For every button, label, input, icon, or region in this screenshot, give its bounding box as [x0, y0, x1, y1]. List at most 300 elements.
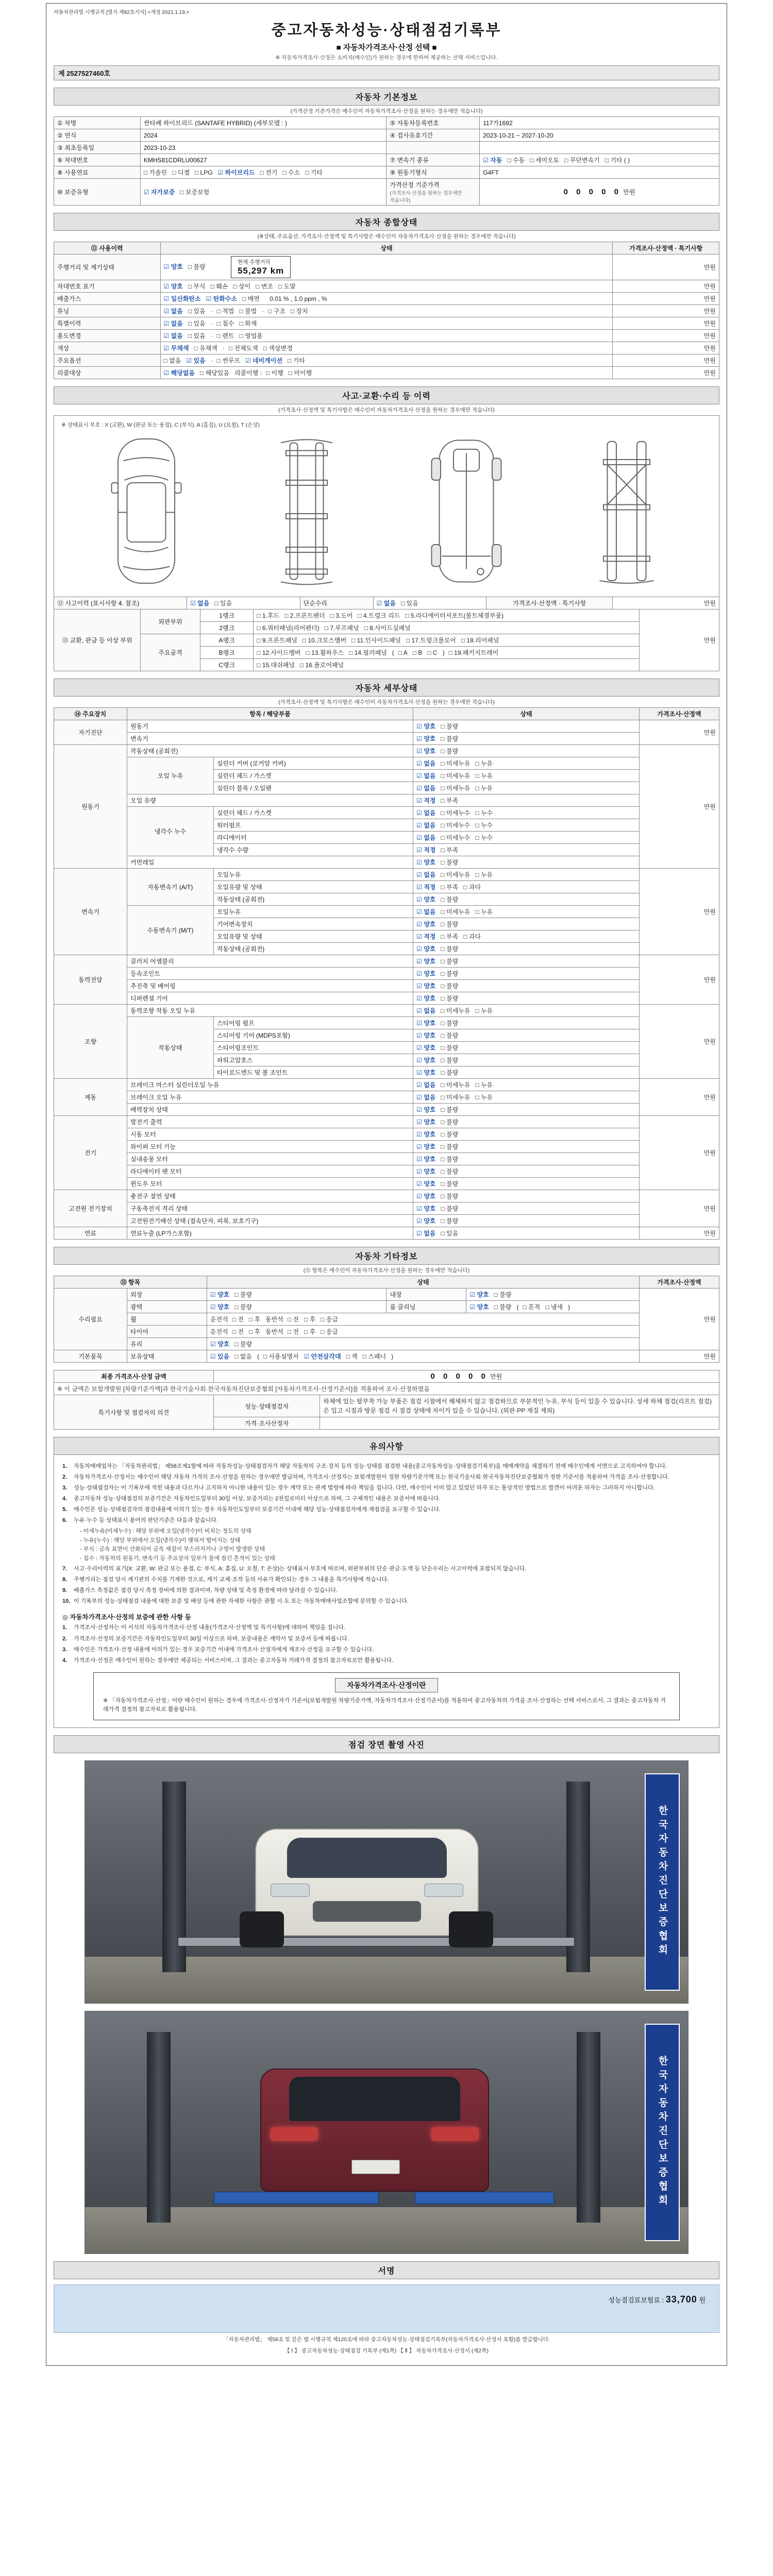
- price-cell: 만원: [613, 354, 719, 367]
- rank1-options: [254, 609, 640, 622]
- checkbox-unchecked[interactable]: □ 미세누유: [441, 871, 470, 878]
- checkbox-checked[interactable]: ☑ 없음: [416, 908, 436, 916]
- checkbox-unchecked[interactable]: □ 불량: [441, 896, 459, 903]
- checkbox-unchecked[interactable]: □ 후: [248, 1328, 261, 1335]
- checkbox-unchecked[interactable]: □ 무단변속기: [564, 157, 600, 164]
- checkbox-unchecked[interactable]: □ 불법: [239, 308, 257, 315]
- rankA-options: [254, 634, 640, 647]
- current-mileage-label: 현재 주행거리: [237, 259, 271, 265]
- checkbox-checked[interactable]: ☑ 양호: [416, 1069, 436, 1076]
- checkbox-checked[interactable]: ☑ 양호: [416, 945, 436, 953]
- checkbox-checked[interactable]: ☑ 없음: [416, 871, 436, 878]
- checkbox-checked[interactable]: ☑ 없음: [163, 308, 183, 315]
- checkbox-unchecked[interactable]: □ 10.크로스멤버: [302, 637, 347, 644]
- checkbox-unchecked[interactable]: □ 16.플로어패널: [299, 662, 344, 669]
- checkbox-unchecked[interactable]: □ 누유: [475, 871, 493, 878]
- checkbox-checked[interactable]: ☑ 양호: [416, 1044, 436, 1052]
- checkbox-unchecked[interactable]: □ 흔적: [523, 1303, 541, 1311]
- checkbox-unchecked[interactable]: □ 불량: [494, 1291, 512, 1298]
- checkbox-checked[interactable]: ☑ 해당없음: [163, 369, 195, 377]
- checkbox-checked[interactable]: ☑ 양호: [416, 1106, 436, 1113]
- checkbox-unchecked[interactable]: □ 과다: [463, 933, 481, 940]
- checkbox-checked[interactable]: ☑ 양호: [210, 1341, 230, 1348]
- option-group-label: 동반석: [265, 1328, 283, 1335]
- checkbox-checked[interactable]: ☑ 네비게이션: [245, 357, 283, 364]
- checkbox-unchecked[interactable]: □ 17.트렁크플로어: [406, 637, 456, 644]
- checkbox-checked[interactable]: ☑ 양호: [416, 896, 436, 903]
- checkbox-unchecked[interactable]: □ 누유: [475, 760, 493, 767]
- checkbox-unchecked[interactable]: □ A: [398, 649, 408, 656]
- checkbox-unchecked[interactable]: □ 불량: [441, 1069, 459, 1076]
- checkbox-checked[interactable]: ☑ 자가보증: [143, 189, 175, 196]
- detail-row: [54, 1215, 719, 1227]
- checkbox-unchecked[interactable]: □ 불량: [234, 1303, 252, 1311]
- checkbox-checked[interactable]: ☑ 없음: [376, 600, 396, 607]
- notice-number: 1.: [62, 1624, 68, 1631]
- checkbox-unchecked[interactable]: □ 불량: [441, 995, 459, 1002]
- checkbox-unchecked[interactable]: □ 4.트렁크 리드: [358, 612, 400, 619]
- checkbox-checked[interactable]: ☑ 양호: [210, 1303, 230, 1311]
- checkbox-unchecked[interactable]: □ 불량: [188, 263, 206, 270]
- checkbox-unchecked[interactable]: □ 14.필러패널: [349, 649, 387, 656]
- checkbox-unchecked[interactable]: □ 8.사이드실패널: [364, 624, 411, 632]
- subgroup-cell: 자동변속기 (A/T): [127, 869, 214, 906]
- wheel-label: 휠: [127, 1313, 207, 1326]
- base-price-value: [480, 179, 719, 206]
- checkbox-unchecked[interactable]: □ 잭: [346, 1353, 358, 1360]
- checkbox-unchecked[interactable]: □ 누유: [475, 1007, 493, 1014]
- checkbox-unchecked[interactable]: □ 불량: [441, 1205, 459, 1212]
- base-price-unit: 만원: [623, 189, 635, 196]
- checkbox-unchecked[interactable]: □ 적법: [216, 308, 234, 315]
- checkbox-unchecked[interactable]: □ 미세누유: [441, 785, 470, 792]
- checkbox-unchecked[interactable]: □ 불량: [441, 859, 459, 866]
- checkbox-unchecked[interactable]: □ 불량: [441, 1156, 459, 1163]
- checkbox-checked[interactable]: ☑ 양호: [416, 1193, 436, 1200]
- checkbox-unchecked[interactable]: □ 부족: [441, 933, 459, 940]
- checkbox-unchecked[interactable]: □ 있음: [188, 332, 206, 340]
- checkbox-unchecked[interactable]: □ 기타: [288, 357, 305, 364]
- checkbox-unchecked[interactable]: □ 미세누유: [441, 1081, 470, 1089]
- item-cell: 실린더 헤드 / 가스켓: [213, 807, 413, 819]
- checkbox-unchecked[interactable]: □ 디젤: [172, 169, 190, 176]
- state-cell: [413, 943, 640, 955]
- checkbox-checked[interactable]: ☑ 양호: [416, 1118, 436, 1126]
- base-price-note: (가격조사·산정을 원하는 경우에만 적습니다): [390, 191, 462, 204]
- checkbox-unchecked[interactable]: □ 훼손: [210, 283, 228, 290]
- table-row: [54, 1395, 719, 1417]
- checkbox-checked[interactable]: ☑ 없음: [163, 332, 183, 340]
- special-history-label: 특별이력: [54, 317, 161, 330]
- warranty-type-label: ⑩ 보증유형: [54, 179, 141, 206]
- checkbox-unchecked[interactable]: □ 수동: [507, 157, 525, 164]
- checkbox-checked[interactable]: ☑ 자동: [483, 157, 502, 164]
- checkbox-unchecked[interactable]: □ 6.쿼터패널(리어펜더): [257, 624, 320, 632]
- notice-number: 5.: [62, 1506, 68, 1513]
- checkbox-checked[interactable]: ☑ 없음: [416, 1081, 436, 1089]
- checkbox-unchecked[interactable]: □ LPG: [194, 169, 213, 176]
- color-options: [160, 342, 613, 354]
- car-frame-rear-diagram: [578, 434, 676, 588]
- checkbox-checked[interactable]: ☑ 있음: [186, 357, 206, 364]
- etc-info-table: [54, 1276, 719, 1363]
- checkbox-checked[interactable]: ☑ 양호: [469, 1291, 489, 1298]
- option-group-label: ·: [210, 308, 213, 315]
- checkbox-unchecked[interactable]: □ 19.패키지트레이: [448, 649, 499, 656]
- checkbox-unchecked[interactable]: □ 불량: [441, 1057, 459, 1064]
- checkbox-checked[interactable]: ☑ 양호: [210, 1291, 230, 1298]
- model-year-value: 2024: [140, 129, 386, 142]
- checkbox-unchecked[interactable]: □ 불량: [441, 1143, 459, 1150]
- checkbox-unchecked[interactable]: □ 사용설명서: [263, 1353, 299, 1360]
- inspector-opinion: 하체에 있는 탈부착 가능 부품은 점검 시점에서 해체하지 않고 점검하므로 부분적인 누유, 부식 등이 있을 수 있습니다. 상세 하체 점검(리프트 점검)은 입고 시점과 방문 점검 시 점검 상태에 차이가 있을 수 있습니다. (외판·PP 재질 제외): [320, 1395, 719, 1417]
- checkbox-unchecked[interactable]: □ 영업용: [239, 332, 263, 340]
- checkbox-unchecked[interactable]: □ 불량: [441, 982, 459, 990]
- notice-item: [62, 1505, 711, 1514]
- checkbox-checked[interactable]: ☑ 없음: [416, 1094, 436, 1101]
- state-cell: [413, 906, 640, 918]
- checkbox-checked[interactable]: ☑ 없음: [190, 600, 210, 607]
- option-group-label: (: [516, 1303, 519, 1311]
- polish-options: [207, 1301, 386, 1313]
- table-row: [54, 1383, 719, 1395]
- rank2-label: 2랭크: [200, 622, 254, 634]
- checkbox-unchecked[interactable]: □ 없음: [234, 1353, 252, 1360]
- checkbox-unchecked[interactable]: □ 응급: [321, 1316, 338, 1323]
- checkbox-unchecked[interactable]: □ 불량: [234, 1341, 252, 1348]
- notice-number: 8.: [62, 1577, 68, 1583]
- checkbox-unchecked[interactable]: □ 불량: [441, 945, 459, 953]
- checkbox-unchecked[interactable]: □ 변조: [256, 283, 273, 290]
- checkbox-unchecked[interactable]: □ 불량: [441, 1180, 459, 1188]
- notice-number: 7.: [62, 1566, 68, 1572]
- checkbox-checked[interactable]: ☑ 양호: [416, 859, 436, 866]
- checkbox-unchecked[interactable]: □ 부족: [441, 846, 459, 854]
- checkbox-unchecked[interactable]: □ 전체도색: [228, 345, 258, 352]
- option-group-label: ·: [222, 345, 225, 352]
- price-basis-note: ※ 이 금액은 보험개발원 [차량기준가액]과 한국기술사회·한국자동차진단보증협회 [자동차가격조사·산정기준서]를 적용하여 조사·산정하였음: [54, 1383, 719, 1395]
- checkbox-checked[interactable]: ☑ 양호: [469, 1303, 489, 1311]
- checkbox-checked[interactable]: ☑ 양호: [416, 1057, 436, 1064]
- item-cell: 클러치 어셈블리: [127, 955, 413, 968]
- checkbox-unchecked[interactable]: □ 전: [287, 1328, 299, 1335]
- section-overall-title: 자동차 종합상태: [54, 213, 719, 231]
- rankC-label: C랭크: [200, 659, 254, 671]
- checkbox-unchecked[interactable]: □ 불량: [441, 1193, 459, 1200]
- option-group-label: (: [392, 649, 394, 656]
- checkbox-checked[interactable]: ☑ 없음: [416, 822, 436, 829]
- checkbox-unchecked[interactable]: □ 후: [304, 1316, 316, 1323]
- checkbox-unchecked[interactable]: □ 누유: [475, 772, 493, 779]
- checkbox-checked[interactable]: ☑ 양호: [416, 982, 436, 990]
- item-cell: 스티어링조인트: [213, 1042, 413, 1054]
- checkbox-unchecked[interactable]: □ 불량: [441, 1118, 459, 1126]
- checkbox-unchecked[interactable]: □ 수소: [282, 169, 300, 176]
- checkbox-unchecked[interactable]: □ 누수: [475, 822, 493, 829]
- detail-row: [54, 1190, 719, 1202]
- checkbox-checked[interactable]: ☑ 없음: [163, 320, 183, 327]
- state-cell: [413, 980, 640, 992]
- checkbox-unchecked[interactable]: □ 13.휠하우스: [306, 649, 344, 656]
- interior-label: 내장: [386, 1289, 466, 1301]
- checkbox-unchecked[interactable]: □ 미세누수: [441, 822, 470, 829]
- checkbox-checked[interactable]: ☑ 양호: [163, 283, 183, 290]
- checkbox-unchecked[interactable]: □ 누유: [475, 1094, 493, 1101]
- checkbox-checked[interactable]: ☑ 양호: [416, 1020, 436, 1027]
- vin-label: ⑥ 차대번호: [54, 154, 141, 166]
- checkbox-unchecked[interactable]: □ 있음: [214, 600, 232, 607]
- checkbox-checked[interactable]: ☑ 적정: [416, 797, 436, 804]
- checkbox-unchecked[interactable]: □ 응급: [321, 1328, 338, 1335]
- checkbox-unchecked[interactable]: □ 보증보험: [180, 189, 210, 196]
- checkbox-unchecked[interactable]: □ 침수: [216, 320, 234, 327]
- checkbox-unchecked[interactable]: □ 15.대쉬패널: [257, 662, 295, 669]
- checkbox-unchecked[interactable]: □ 누수: [475, 834, 493, 841]
- checkbox-checked[interactable]: ☑ 양호: [416, 995, 436, 1002]
- checkbox-unchecked[interactable]: □ 유채색: [194, 345, 217, 352]
- checkbox-unchecked[interactable]: □ 불량: [234, 1291, 252, 1298]
- notice-number: 3.: [62, 1485, 68, 1492]
- checkbox-checked[interactable]: ☑ 없음: [416, 785, 436, 792]
- checkbox-unchecked[interactable]: □ 불량: [441, 970, 459, 977]
- checkbox-unchecked[interactable]: □ 불량: [441, 735, 459, 742]
- checkbox-unchecked[interactable]: □ 9.프론트패널: [257, 637, 297, 644]
- reg-no-value: 117가1692: [480, 117, 719, 129]
- checkbox-unchecked[interactable]: □ 미세누수: [441, 809, 470, 817]
- checkbox-checked[interactable]: ☑ 있음: [210, 1353, 230, 1360]
- checkbox-unchecked[interactable]: □ 불량: [441, 958, 459, 965]
- checkbox-unchecked[interactable]: □ 과다: [463, 884, 481, 891]
- price-cell: 만원: [613, 342, 719, 354]
- state-cell: [413, 1005, 640, 1017]
- checkbox-unchecked[interactable]: □ 있음: [441, 1230, 459, 1237]
- lift-post-right: [577, 2032, 600, 2223]
- checkbox-unchecked[interactable]: □ C: [427, 649, 438, 656]
- checkbox-checked[interactable]: ☑ 적정: [416, 933, 436, 940]
- checkbox-unchecked[interactable]: □ 미세누유: [441, 760, 470, 767]
- state-cell: [413, 1104, 640, 1116]
- checkbox-unchecked[interactable]: □ 기타 ( ): [604, 157, 630, 164]
- checkbox-checked[interactable]: ☑ 양호: [163, 263, 183, 270]
- checkbox-unchecked[interactable]: □ 기타: [305, 169, 323, 176]
- item-cell: 원동기: [127, 720, 413, 733]
- car-diagram-panel: [54, 415, 719, 597]
- checkbox-checked[interactable]: ☑ 양호: [416, 735, 436, 742]
- first-reg-label: ③ 최초등록일: [54, 142, 141, 154]
- checkbox-unchecked[interactable]: □ 부족: [441, 884, 459, 891]
- checkbox-unchecked[interactable]: □ 누수: [475, 809, 493, 817]
- state-cell: [413, 807, 640, 819]
- checkbox-unchecked[interactable]: □ 부식: [188, 283, 206, 290]
- item-cell: 디퍼렌셜 기어: [127, 992, 413, 1005]
- notice-item: [62, 1462, 711, 1471]
- checkbox-unchecked[interactable]: □ 18.리어패널: [461, 637, 499, 644]
- state-cell: [413, 1079, 640, 1091]
- fee-value: 33,700: [665, 2294, 697, 2304]
- checkbox-unchecked[interactable]: □ 불량: [441, 1106, 459, 1113]
- checkbox-checked[interactable]: ☑ 양호: [416, 1168, 436, 1175]
- item-cell: 오일유량 및 상태: [213, 930, 413, 943]
- detail-row: [54, 757, 719, 770]
- checkbox-unchecked[interactable]: □ 색상변경: [263, 345, 293, 352]
- checkbox-checked[interactable]: ☑ 양호: [416, 1180, 436, 1188]
- checkbox-unchecked[interactable]: □ 불량: [441, 1168, 459, 1175]
- checkbox-unchecked[interactable]: □ 불량: [494, 1303, 512, 1311]
- detail-row: [54, 992, 719, 1005]
- table-row: [54, 117, 719, 129]
- checkbox-unchecked[interactable]: □ 불량: [441, 723, 459, 730]
- inspection-photo-1: [85, 1760, 688, 2004]
- checkbox-checked[interactable]: ☑ 양호: [416, 1217, 436, 1225]
- item-cell: 발전기 출력: [127, 1116, 413, 1128]
- checkbox-unchecked[interactable]: □ 화재: [239, 320, 257, 327]
- checkbox-unchecked[interactable]: □ 불량: [441, 1032, 459, 1039]
- checkbox-checked[interactable]: ☑ 안전삼각대: [304, 1353, 341, 1360]
- state-cell: [413, 770, 640, 782]
- checkbox-unchecked[interactable]: □ 11.인사이드패널: [351, 637, 401, 644]
- checkbox-checked[interactable]: ☑ 양호: [416, 970, 436, 977]
- signature-panel[interactable]: [54, 2284, 719, 2333]
- checkbox-unchecked[interactable]: □ 미세누유: [441, 1007, 470, 1014]
- checkbox-checked[interactable]: ☑ 일산화탄소: [163, 295, 201, 302]
- checkbox-unchecked[interactable]: □ 12.사이드멤버: [257, 649, 301, 656]
- checkbox-unchecked[interactable]: □ 불량: [441, 1044, 459, 1052]
- checkbox-unchecked[interactable]: □ 미이행: [288, 369, 312, 377]
- lift-ramp-left: [214, 2192, 379, 2204]
- checkbox-unchecked[interactable]: □ B: [412, 649, 423, 656]
- checkbox-unchecked[interactable]: □ 전: [232, 1328, 244, 1335]
- checkbox-unchecked[interactable]: □ 5.라디에이터서포트(볼트체결부품): [405, 612, 504, 619]
- checkbox-checked[interactable]: ☑ 없음: [416, 834, 436, 841]
- checkbox-unchecked[interactable]: □ 7.루프패널: [324, 624, 359, 632]
- checkbox-unchecked[interactable]: □ 매연: [242, 295, 260, 302]
- state-cell: [413, 1202, 640, 1215]
- checkbox-checked[interactable]: ☑ 양호: [416, 1156, 436, 1163]
- first-reg-value: 2023-10-23: [140, 142, 386, 154]
- item-cell: 고전원전기배선 상태 (접속단자, 피복, 보호기구): [127, 1215, 413, 1227]
- table-header-row: [54, 242, 719, 255]
- checkbox-checked[interactable]: ☑ 없음: [416, 809, 436, 817]
- detail-row: [54, 1005, 719, 1017]
- notice-text: 매수인은 성능·상태점검자의 점검내용에 이의가 있는 경우 자동차인도일부터 보증기간 이내에 해당 성능·상태점검자에게 재점검을 요구할 수 있습니다.: [74, 1506, 441, 1513]
- checkbox-unchecked[interactable]: □ 부족: [441, 797, 459, 804]
- checkbox-unchecked[interactable]: □ 스패너: [362, 1353, 386, 1360]
- overall-state-table: [54, 242, 719, 379]
- checkbox-unchecked[interactable]: □ 이행: [266, 369, 283, 377]
- checkbox-unchecked[interactable]: □ 누유: [475, 908, 493, 916]
- checkbox-unchecked[interactable]: □ 누유: [475, 785, 493, 792]
- checkbox-checked[interactable]: ☑ 양호: [416, 921, 436, 928]
- checkbox-checked[interactable]: ☑ 양호: [416, 748, 436, 755]
- notices-list: [62, 1462, 711, 1606]
- section-final-price: [54, 1370, 719, 1430]
- checkbox-unchecked[interactable]: □ 2.프론트펜더: [284, 612, 325, 619]
- checkbox-unchecked[interactable]: □ 세미오토: [530, 157, 560, 164]
- checkbox-unchecked[interactable]: □ 3.도어: [330, 612, 353, 619]
- checkbox-checked[interactable]: ☑ 없음: [416, 1007, 436, 1014]
- checkbox-unchecked[interactable]: □ 불량: [441, 748, 459, 755]
- checkbox-unchecked[interactable]: □ 미세누유: [441, 772, 470, 779]
- price-cell: 만원: [640, 1289, 719, 1350]
- col-item: 항목 / 해당부품: [127, 708, 413, 720]
- checkbox-unchecked[interactable]: □ 1.후드: [257, 612, 280, 619]
- checkbox-unchecked[interactable]: □ 불량: [441, 1217, 459, 1225]
- checkbox-checked[interactable]: ☑ 무채색: [163, 345, 189, 352]
- checkbox-unchecked[interactable]: □ 상이: [233, 283, 251, 290]
- checkbox-checked[interactable]: ☑ 없음: [416, 760, 436, 767]
- checkbox-checked[interactable]: ☑ 양호: [416, 1032, 436, 1039]
- checkbox-unchecked[interactable]: □ 있음: [400, 600, 418, 607]
- price-cell: 만원: [640, 1005, 719, 1079]
- detail-row: [54, 1017, 719, 1029]
- checkbox-unchecked[interactable]: □ 후: [304, 1328, 316, 1335]
- checkbox-unchecked[interactable]: □ 없음: [163, 357, 181, 364]
- checkbox-unchecked[interactable]: □ 도말: [278, 283, 296, 290]
- checkbox-unchecked[interactable]: □ 불량: [441, 1020, 459, 1027]
- checkbox-unchecked[interactable]: □ 있음: [188, 320, 206, 327]
- checkbox-checked[interactable]: ☑ 양호: [416, 1131, 436, 1138]
- room-cleaning-label: 룸 클리닝: [386, 1301, 466, 1313]
- checkbox-unchecked[interactable]: □ 냄새: [545, 1303, 563, 1311]
- notices-box: [54, 1455, 719, 1728]
- checkbox-unchecked[interactable]: □ 썬루프: [216, 357, 240, 364]
- checkbox-unchecked[interactable]: □ 누유: [475, 1081, 493, 1089]
- checkbox-unchecked[interactable]: □ 있음: [188, 308, 206, 315]
- state-cell: [413, 1141, 640, 1153]
- checkbox-unchecked[interactable]: □ 불량: [441, 1131, 459, 1138]
- checkbox-unchecked[interactable]: □ 전기: [260, 169, 278, 176]
- state-cell: [413, 1054, 640, 1066]
- checkbox-unchecked[interactable]: □ 미세누유: [441, 1094, 470, 1101]
- checkbox-checked[interactable]: ☑ 양호: [416, 723, 436, 730]
- checkbox-checked[interactable]: ☑ 없음: [416, 1230, 436, 1237]
- checkbox-unchecked[interactable]: □ 가솔린: [143, 169, 167, 176]
- checkbox-unchecked[interactable]: □ 렌트: [216, 332, 234, 340]
- windshield: [287, 1838, 447, 1878]
- notice-text: 자동차매매업자는 「자동차관리법」 제58조제1항에 따라 자동차성능·상태점검자가 해당 자동차의 구조·장치 등의 성능·상태를 점검한 내용(중고자동차성능·상태점검기록부)을 매매계약을 체결하기 전에 매수인에게 서면으로 고지하여야 합니다.: [74, 1463, 667, 1469]
- col-price: 가격조사·산정액: [640, 1276, 719, 1289]
- option-group-label: ·: [262, 308, 264, 315]
- room-cleaning-options: [466, 1301, 640, 1313]
- checkbox-checked[interactable]: ☑ 양호: [416, 1143, 436, 1150]
- checkbox-unchecked[interactable]: □ 전: [232, 1316, 244, 1323]
- checkbox-checked[interactable]: ☑ 없음: [416, 772, 436, 779]
- state-cell: [413, 1017, 640, 1029]
- checkbox-unchecked[interactable]: □ 미세누수: [441, 834, 470, 841]
- checkbox-unchecked[interactable]: □ 불량: [441, 921, 459, 928]
- checkbox-checked[interactable]: ☑ 양호: [416, 958, 436, 965]
- checkbox-unchecked[interactable]: □ 해당있음: [200, 369, 229, 377]
- checkbox-checked[interactable]: ☑ 양호: [416, 1205, 436, 1212]
- car-photo-illustration: [260, 2069, 489, 2192]
- checkbox-unchecked[interactable]: □ 미세누유: [441, 908, 470, 916]
- checkbox-unchecked[interactable]: □ 후: [248, 1316, 261, 1323]
- checkbox-checked[interactable]: ☑ 탄화수소: [206, 295, 238, 302]
- footer-legal-line: 「자동차관리법」 제58조 및 같은 법 시행규칙 제120조에 따라 중고자동차성능·상태점검기록부(자동차가격조사·산정서 포함)를 발급합니다.: [223, 2336, 550, 2343]
- checkbox-unchecked[interactable]: □ 장치: [290, 308, 308, 315]
- device-cell: 동력전달: [54, 955, 127, 1005]
- item-cell: 기어변속장치: [213, 918, 413, 930]
- checkbox-unchecked[interactable]: □ 전: [287, 1316, 299, 1323]
- checkbox-checked[interactable]: ☑ 하이브리드: [217, 169, 255, 176]
- table-row: [54, 1313, 719, 1326]
- checkbox-checked[interactable]: ☑ 적정: [416, 884, 436, 891]
- item-cell: 타이로드엔드 및 볼 조인트: [213, 1066, 413, 1079]
- checkbox-unchecked[interactable]: □ 구조: [268, 308, 285, 315]
- mileage-label: 주행거리 및 계기상태: [54, 255, 161, 280]
- section-basic-title: 자동차 기본정보: [54, 88, 719, 106]
- checkbox-checked[interactable]: ☑ 적정: [416, 846, 436, 854]
